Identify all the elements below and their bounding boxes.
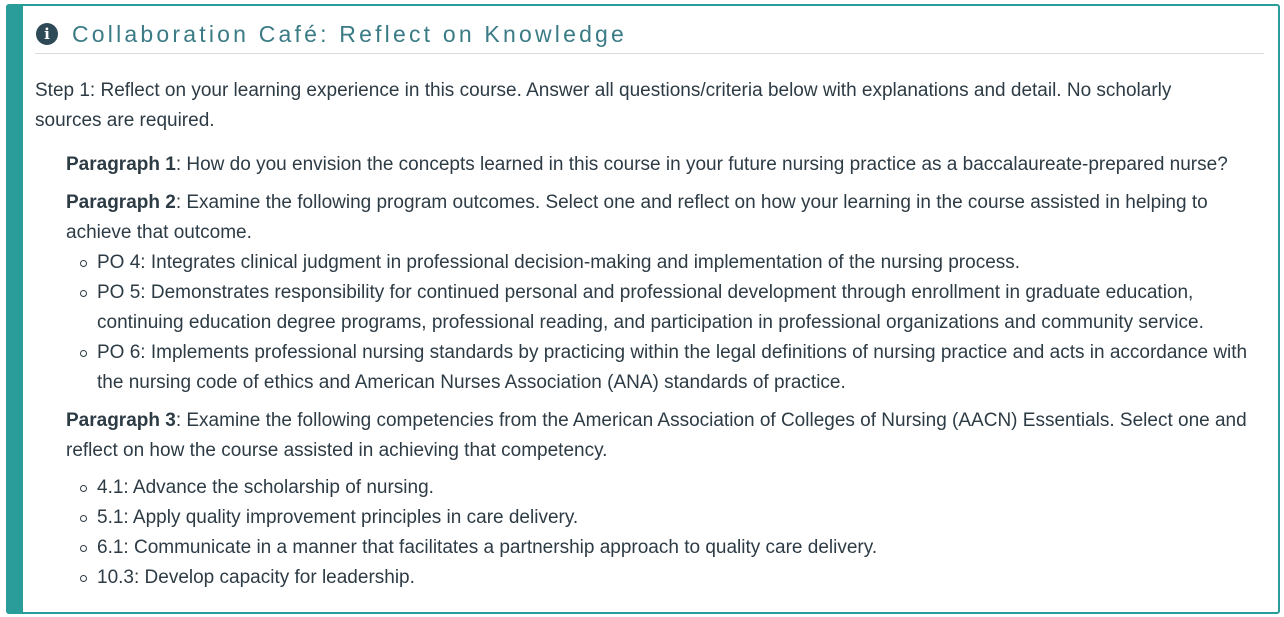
list-item: PO 6: Implements professional nursing standards by practicing within the legal definitions of nursing practice and acts in accordance with the nursing code of ethics and American Nurses Association (ANA) standards of practice.	[97, 338, 1275, 398]
paragraph-3	[35, 406, 1275, 466]
list-item: 4.1: Advance the scholarship of nursing.	[97, 473, 1275, 503]
program-outcomes-list	[35, 248, 1275, 398]
step-instructions: Step 1: Reflect on your learning experience in this course. Answer all questions/criteria below with explanations and detail. No scholarly sources are required.	[35, 80, 1172, 131]
paragraph-2-text: : Examine the following program outcomes. Select one and reflect on how your learning in the course assisted in helping to achieve that outcome.	[66, 192, 1208, 243]
paragraph-2-label: Paragraph 2	[66, 192, 176, 213]
list-item: 10.3: Develop capacity for leadership.	[97, 563, 1275, 593]
paragraph-3-label: Paragraph 3	[66, 410, 176, 431]
paragraph-1	[35, 150, 1275, 180]
paragraph-3-text: : Examine the following competencies from the American Association of Colleges of Nursing (AACN) Essentials. Select one and reflect on how the course assisted in achieving that competency.	[66, 410, 1247, 461]
callout-title: Collaboration Café: Reflect on Knowledge	[72, 21, 628, 47]
callout-header	[35, 17, 1264, 54]
paragraph-1-text: : How do you envision the concepts learned in this course in your future nursing practice as a baccalaureate-prepared nurse?	[175, 154, 1228, 175]
paragraph-2	[35, 188, 1275, 248]
list-item: PO 4: Integrates clinical judgment in professional decision-making and implementation of the nursing process.	[97, 248, 1275, 278]
competencies-list	[35, 473, 1275, 593]
callout-panel	[6, 4, 1280, 614]
callout-content	[35, 76, 1275, 593]
paragraph-1-label: Paragraph 1	[66, 154, 176, 175]
info-icon: i	[36, 23, 58, 45]
list-item: PO 5: Demonstrates responsibility for continued personal and professional development through enrollment in graduate education, continuing education degree programs, professional reading, and participation in professional organizations and community service.	[97, 278, 1275, 338]
list-item: 6.1: Communicate in a manner that facilitates a partnership approach to quality care delivery.	[97, 533, 1275, 563]
list-item: 5.1: Apply quality improvement principles in care delivery.	[97, 503, 1275, 533]
